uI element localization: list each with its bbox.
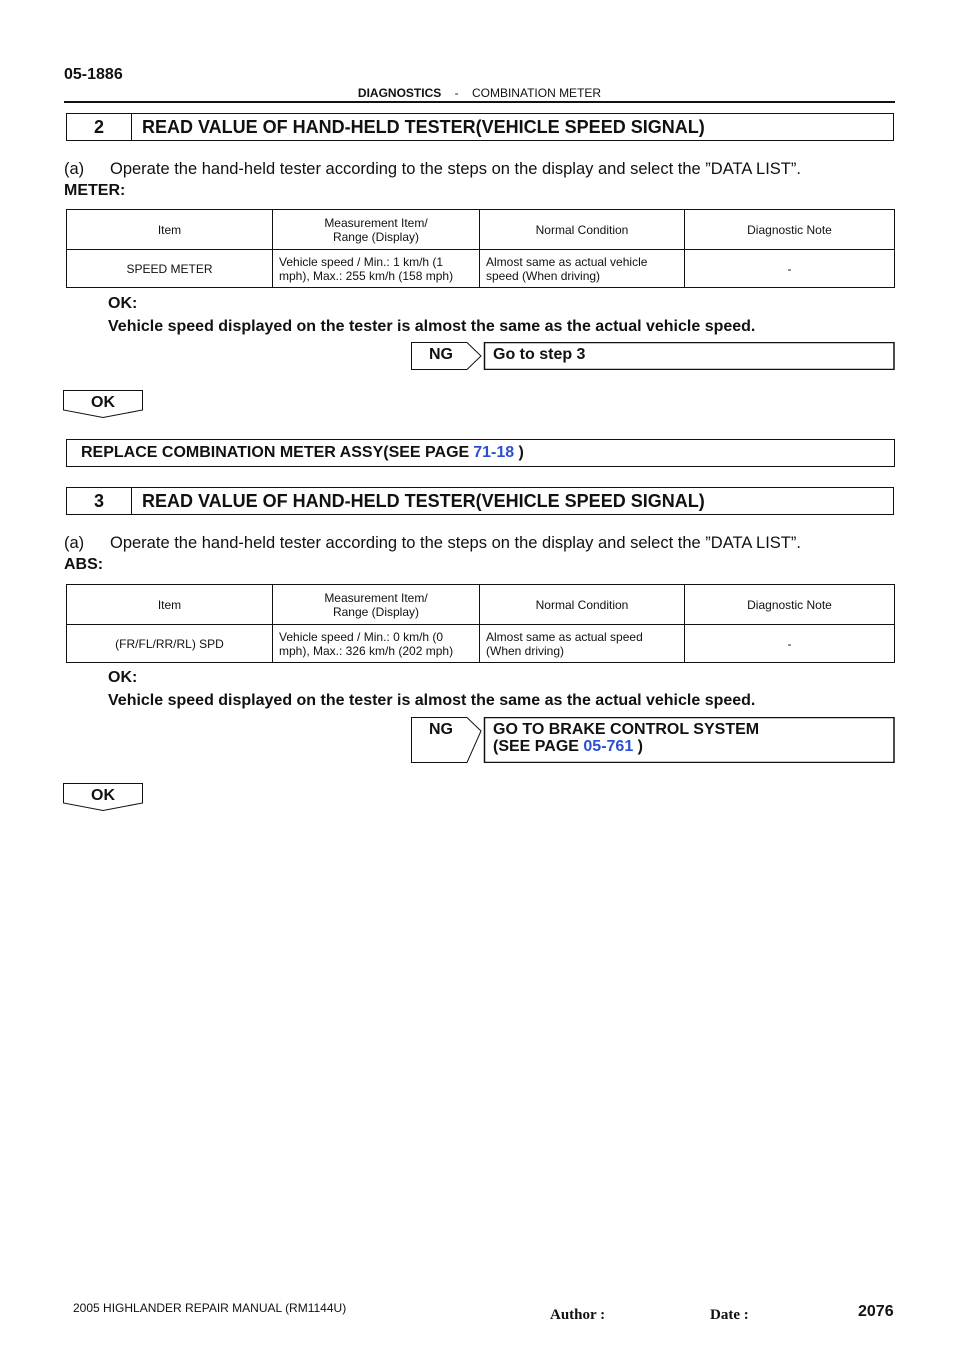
ng-arrow-frame xyxy=(411,342,895,370)
table-header-cell: Item xyxy=(67,210,273,250)
table-cell: - xyxy=(685,250,895,288)
step-2-heading xyxy=(66,113,894,141)
table-cell: SPEED METER xyxy=(67,250,273,288)
table-cell: Vehicle speed / Min.: 0 km/h (0 mph), Max.: 326 km/h (202 mph) xyxy=(273,625,480,663)
abs-data-table xyxy=(66,584,895,663)
table-header-cell: Normal Condition xyxy=(480,210,685,250)
ok-condition-text: Vehicle speed displayed on the tester is almost the same as the actual vehicle speed. xyxy=(108,692,756,709)
table-cell: Almost same as actual vehicle speed (When driving) xyxy=(480,250,685,288)
table-header-row xyxy=(67,585,895,625)
replace-text: REPLACE COMBINATION METER ASSY(SEE PAGE xyxy=(81,444,470,461)
author-label: Author : xyxy=(550,1307,606,1323)
table-cell: - xyxy=(685,625,895,663)
page-number: 05-1886 xyxy=(64,66,123,83)
header-subsection: COMBINATION METER xyxy=(471,86,602,100)
manual-footer: 2005 HIGHLANDER REPAIR MANUAL (RM1144U) xyxy=(73,1301,347,1315)
abs-label: ABS: xyxy=(64,556,104,573)
ok-flag xyxy=(63,390,143,418)
step-2-instruction xyxy=(64,160,801,179)
table-header-cell: Diagnostic Note xyxy=(685,210,895,250)
header-separator: - xyxy=(454,86,459,100)
table-header-cell: Diagnostic Note xyxy=(685,585,895,625)
table-header-cell: Item xyxy=(67,585,273,625)
ok-condition-text: Vehicle speed displayed on the tester is almost the same as the actual vehicle speed. xyxy=(108,318,756,335)
step-title: READ VALUE OF HAND-HELD TESTER(VEHICLE SPEED SIGNAL) xyxy=(142,490,705,511)
ng-destination-line-1: GO TO BRAKE CONTROL SYSTEM xyxy=(493,721,760,738)
page-link-05-761[interactable]: 05-761 xyxy=(583,738,634,755)
see-page-end: ) xyxy=(633,738,643,755)
ok-flag-label: OK xyxy=(91,787,115,804)
step-3-instruction xyxy=(64,534,801,553)
step-title: READ VALUE OF HAND-HELD TESTER(VEHICLE SPEED SIGNAL) xyxy=(142,116,705,137)
header-section: DIAGNOSTICS xyxy=(357,86,442,100)
step-number: 2 xyxy=(67,114,132,140)
instruction-label: (a) xyxy=(64,160,85,178)
instruction-label: (a) xyxy=(64,534,85,552)
ng-label: NG xyxy=(429,721,453,738)
instruction-text: Operate the hand-held tester according to the steps on the display and select the ”DATA LIST”. xyxy=(110,160,801,178)
replace-action xyxy=(66,439,895,467)
table-row xyxy=(67,250,895,288)
ok-flag-label: OK xyxy=(91,394,115,411)
table-header-row xyxy=(67,210,895,250)
running-header xyxy=(64,86,895,100)
ng-branch xyxy=(411,342,895,370)
ng-label: NG xyxy=(429,346,453,363)
see-page-text: (SEE PAGE xyxy=(493,738,584,755)
table-cell: Vehicle speed / Min.: 1 km/h (1 mph), Max.: 255 km/h (158 mph) xyxy=(273,250,480,288)
ng-destination-line-2 xyxy=(493,738,759,755)
header-rule xyxy=(64,101,895,103)
replace-end: ) xyxy=(514,444,524,461)
meter-data-table xyxy=(66,209,895,288)
table-header-cell: Normal Condition xyxy=(480,585,685,625)
ng-destination xyxy=(493,721,759,755)
ok-condition-label: OK: xyxy=(108,295,138,312)
ng-destination: Go to step 3 xyxy=(493,346,586,363)
footer-page-number: 2076 xyxy=(858,1303,894,1320)
instruction-text: Operate the hand-held tester according to the steps on the display and select the ”DATA LIST”. xyxy=(110,534,801,552)
ok-flag xyxy=(63,783,143,811)
table-cell: (FR/FL/RR/RL) SPD xyxy=(67,625,273,663)
step-number: 3 xyxy=(67,488,132,514)
meter-label: METER: xyxy=(64,182,126,199)
step-3-heading xyxy=(66,487,894,515)
ng-branch xyxy=(411,717,895,763)
ok-condition-label: OK: xyxy=(108,669,138,686)
table-cell: Almost same as actual speed (When driving) xyxy=(480,625,685,663)
table-header-cell: Measurement Item/ Range (Display) xyxy=(273,585,480,625)
page-link-71-18[interactable]: 71-18 xyxy=(473,444,515,461)
table-header-cell: Measurement Item/ Range (Display) xyxy=(273,210,480,250)
date-label: Date : xyxy=(710,1307,749,1323)
table-row xyxy=(67,625,895,663)
